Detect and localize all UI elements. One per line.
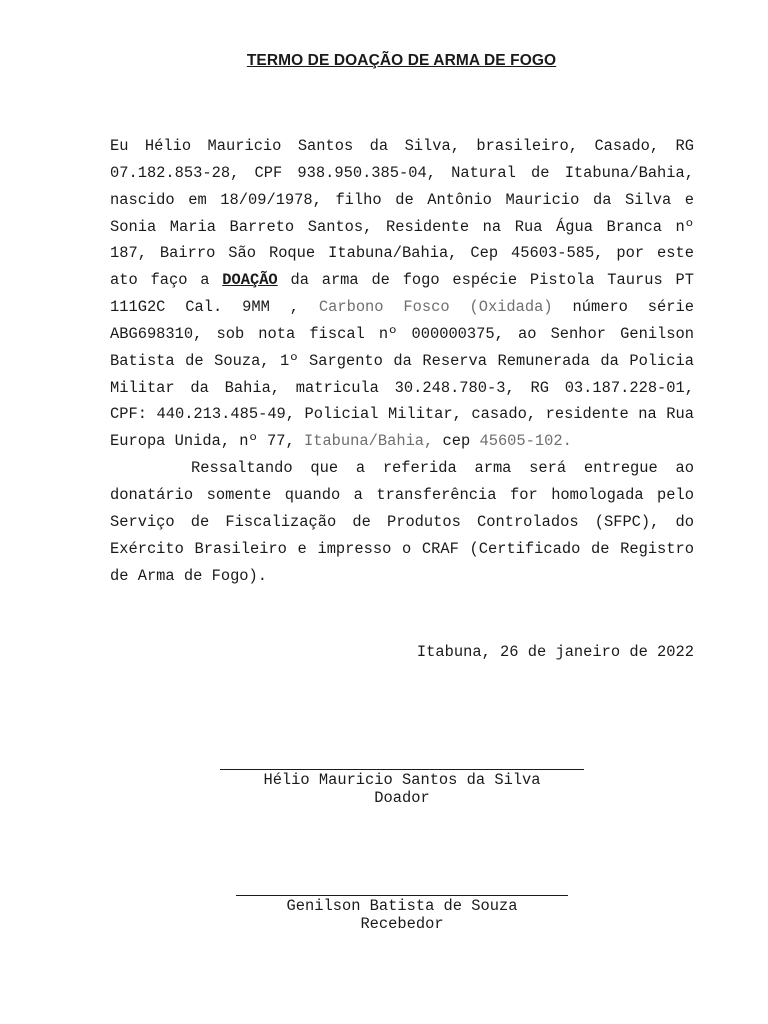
paragraph-text: número série ABG698310, sob nota fiscal nº 000000375, ao Senhor Genilson Batista de Souza, 1º Sargento da Reserva Remunerada da Policia Militar da Bahia, matricula 30.248.780-3, RG 03.187.228-01, CPF: 440.213.485-49, Policial Militar, casado, residente na Rua Europa Unida, nº 77, — [110, 298, 694, 451]
weapon-finish: Carbono Fosco (Oxidada) — [318, 298, 553, 317]
paragraph-text: Eu Hélio Mauricio Santos da Silva, brasileiro, Casado, RG 07.182.853-28, CPF 938.950.385-04, Natural de Itabuna/Bahia, nascido em 18/09/1978, filho de Antônio Mauricio da Silva e Sonia Maria Barreto Santos, Residente na Rua Água Branca nº 187, Bairro São Roque Itabuna/Bahia, Cep 45603-585, por este ato faço a — [110, 137, 694, 290]
paragraph-text: cep — [433, 432, 480, 451]
date-line: Itabuna, 26 de janeiro de 2022 — [416, 643, 694, 661]
document-body — [110, 133, 694, 589]
signer-name: Genilson Batista de Souza — [286, 897, 518, 915]
donation-keyword: DOAÇÃO — [222, 271, 278, 290]
recipient-city: Itabuna/Bahia, — [303, 432, 434, 451]
signer-role: Doador — [374, 789, 430, 807]
signer-role: Recebedor — [360, 915, 444, 933]
signature-line — [236, 895, 568, 896]
paragraph-text: da arma de fogo espécie Pistola Taurus PT 111G2C Cal. 9MM , — [110, 271, 694, 317]
paragraph-donation-statement — [110, 133, 694, 455]
signature-block-donor — [220, 769, 584, 807]
recipient-cep: 45605-102. — [479, 432, 572, 451]
signature-block-recipient — [236, 895, 568, 933]
signature-line — [220, 769, 584, 770]
signer-name: Hélio Mauricio Santos da Silva — [263, 771, 541, 789]
document-title: TERMO DE DOAÇÃO DE ARMA DE FOGO — [246, 52, 557, 69]
paragraph-transfer-condition: Ressaltando que a referida arma será entregue ao donatário somente quando a transferência for homologada pelo Serviço de Fiscalização de Produtos Controlados (SFPC), do Exército Brasileiro e impresso o CRAF (Certificado de Registro de Arma de Fogo). — [110, 459, 694, 585]
